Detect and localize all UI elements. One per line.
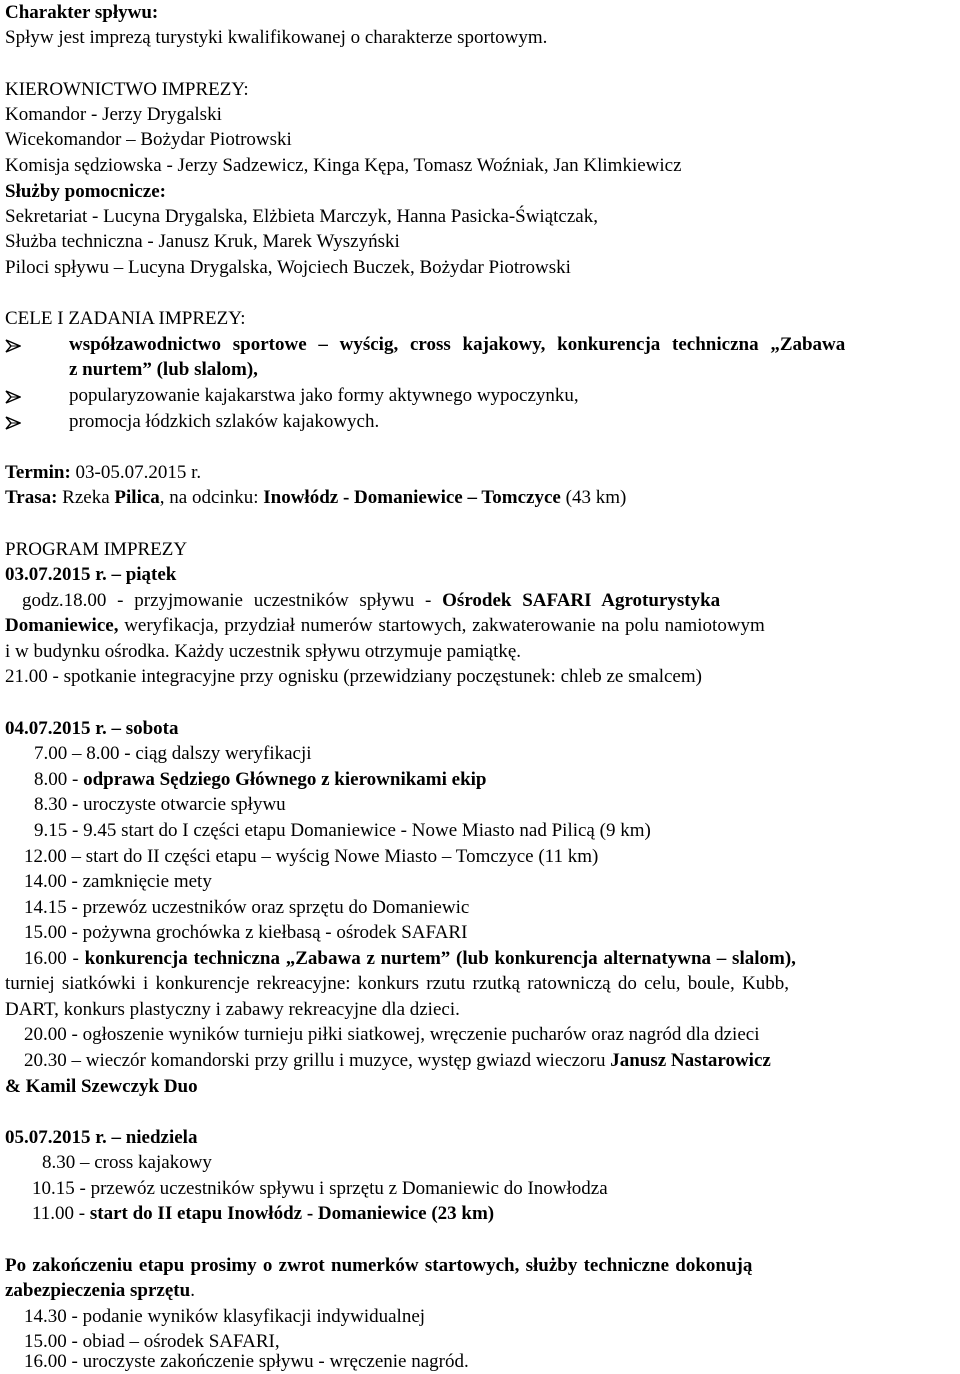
- day2-date: 04.07.2015 r. – sobota: [5, 718, 179, 739]
- zakonczenie-row3: 16.00 - uroczyste zakończenie spływu - wręczenie nagród.: [24, 1351, 469, 1372]
- day2-row6: 14.00 - zamknięcie mety: [24, 871, 212, 892]
- day1-row1-line1: [22, 589, 720, 613]
- program-heading: PROGRAM IMPREZY: [5, 539, 188, 560]
- termin-label: Termin:: [5, 462, 71, 483]
- zakonczenie-line2-dot: .: [190, 1280, 195, 1301]
- day2-row5: 12.00 – start do II części etapu – wyścig Nowe Miasto – Tomczyce (11 km): [24, 846, 599, 867]
- day1-row1-text2: weryfikacja, przydział numerów startowych, zakwaterowanie na polu namiotowym: [118, 615, 765, 636]
- day2-row9: [24, 947, 796, 971]
- cele-heading: CELE I ZADANIA IMPREZY:: [5, 308, 246, 329]
- day1-row2: 21.00 - spotkanie integracyjne przy ognisku (przewidziany poczęstunek: chleb ze smalcem): [5, 666, 702, 687]
- sekretariat-line: Sekretariat - Lucyna Drygalska, Elżbieta Marczyk, Hanna Pasicka-Świątczak,: [5, 206, 598, 227]
- komisja-line: Komisja sędziowska - Jerzy Sadzewicz, Kinga Kępa, Tomasz Woźniak, Jan Klimkiewicz: [5, 155, 682, 176]
- termin-line: [5, 461, 201, 485]
- piloci-line: Piloci spływu – Lucyna Drygalska, Wojciech Buczek, Bożydar Piotrowski: [5, 257, 571, 278]
- day1-row1-line3: i w budynku ośrodka. Każdy uczestnik spływu otrzymuje pamiątkę.: [5, 641, 522, 662]
- day2-row11-line2: & Kamil Szewczyk Duo: [5, 1076, 198, 1097]
- day2-row11-text: 20.30 – wieczór komandorski przy grillu i muzyce, występ gwiazd wieczoru: [24, 1050, 611, 1071]
- zakonczenie-line2: [5, 1279, 195, 1303]
- charakter-heading: Charakter spływu:: [5, 2, 159, 23]
- trasa-label: Trasa:: [5, 487, 58, 508]
- day2-row9-line2: turniej siatkówki i konkurencje rekreacyjne: konkurs rzutu rzutką ratowniczą do celu, boule, Kubb,: [5, 973, 789, 994]
- day1-date: 03.07.2015 r. – piątek: [5, 564, 177, 585]
- zakonczenie-row1: 14.30 - podanie wyników klasyfikacji indywidualnej: [24, 1306, 426, 1327]
- day2-row4: 9.15 - 9.45 start do I części etapu Domaniewice - Nowe Miasto nad Pilicą (9 km): [34, 820, 651, 841]
- day2-row9-time: 16.00 -: [24, 948, 85, 969]
- cele-item-1-line1: współzawodnictwo sportowe – wyścig, cross kajakowy, konkurencja techniczna „Zabawa: [69, 334, 846, 355]
- cele-item-2: popularyzowanie kajakarstwa jako formy aktywnego wypoczynku,: [69, 385, 579, 406]
- cele-item-1-line2: z nurtem” (lub slalom),: [69, 359, 258, 380]
- day2-row9-line3: DART, konkurs plastyczny i zabawy rekreacyjne dla dzieci.: [5, 999, 460, 1020]
- day2-row2-text: odprawa Sędziego Głównego z kierownikami ekip: [83, 769, 487, 790]
- day2-row3: 8.30 - uroczyste otwarcie spływu: [34, 794, 286, 815]
- day2-row8: 15.00 - pożywna grochówka z kiełbasą - ośrodek SAFARI: [24, 922, 468, 943]
- day2-row2: [34, 768, 487, 792]
- arrow-bullet-icon: [5, 333, 45, 357]
- day3-row2: 10.15 - przewóz uczestników spływu i sprzętu z Domaniewic do Inowłodza: [32, 1178, 608, 1199]
- day3-row3: [32, 1202, 494, 1226]
- charakter-text: Spływ jest imprezą turystyki kwalifikowanej o charakterze sportowym.: [5, 27, 548, 48]
- zakonczenie-row2: 15.00 - obiad – ośrodek SAFARI,: [24, 1331, 280, 1352]
- day3-row3-text: start do II etapu Inowłódz - Domaniewice (23 km): [89, 1203, 495, 1224]
- kierownictwo-heading: KIEROWNICTWO IMPREZY:: [5, 79, 249, 100]
- day2-row1: 7.00 – 8.00 - ciąg dalszy weryfikacji: [34, 743, 312, 764]
- komandor-line: Komandor - Jerzy Drygalski: [5, 104, 222, 125]
- day1-row1-text: godz.18.00 - przyjmowanie uczestników spływu -: [22, 590, 443, 611]
- day2-row11-artist: Janusz Nastarowicz: [610, 1050, 771, 1071]
- day2-row11: [24, 1049, 771, 1073]
- trasa-route: Inowłódz - Domaniewice – Tomczyce: [263, 487, 561, 508]
- techniczna-line: Służba techniczna - Janusz Kruk, Marek Wyszyński: [5, 231, 400, 252]
- zakonczenie-line2-bold: zabezpieczenia sprzętu: [5, 1280, 191, 1301]
- sluzby-heading: Służby pomocnicze:: [5, 181, 166, 202]
- day3-date: 05.07.2015 r. – niedziela: [5, 1127, 198, 1148]
- day2-row10: 20.00 - ogłoszenie wyników turnieju piłki siatkowej, wręczenie pucharów oraz nagród dla dzieci: [24, 1024, 760, 1045]
- day3-row3-time: 11.00 -: [32, 1203, 90, 1224]
- day2-row7: 14.15 - przewóz uczestników oraz sprzętu do Domaniewic: [24, 897, 470, 918]
- day1-row1-place: Ośrodek SAFARI Agroturystyka: [442, 590, 721, 611]
- zakonczenie-line1: Po zakończeniu etapu prosimy o zwrot numerków startowych, służby techniczne dokonują: [5, 1255, 753, 1276]
- wicekomandor-line: Wicekomandor – Bożydar Piotrowski: [5, 129, 292, 150]
- trasa-line: [5, 486, 626, 510]
- day3-row1: 8.30 – cross kajakowy: [42, 1152, 212, 1173]
- day2-row9-text: konkurencja techniczna „Zabawa z nurtem” (lub konkurencja alternatywna – slalom),: [84, 948, 796, 969]
- arrow-bullet-icon: [5, 410, 45, 434]
- day2-row2-time: 8.00 -: [34, 769, 84, 790]
- day1-row1-place2: Domaniewice,: [5, 615, 119, 636]
- cele-item-3: promocja łódzkich szlaków kajakowych.: [69, 411, 380, 432]
- arrow-bullet-icon: [5, 384, 45, 408]
- trasa-text-1: Rzeka: [57, 487, 115, 508]
- trasa-pilica: Pilica: [114, 487, 160, 508]
- trasa-text-2: , na odcinku:: [159, 487, 264, 508]
- termin-value: 03-05.07.2015 r.: [70, 462, 202, 483]
- day1-row1-line2: [5, 614, 765, 638]
- trasa-text-3: (43 km): [560, 487, 627, 508]
